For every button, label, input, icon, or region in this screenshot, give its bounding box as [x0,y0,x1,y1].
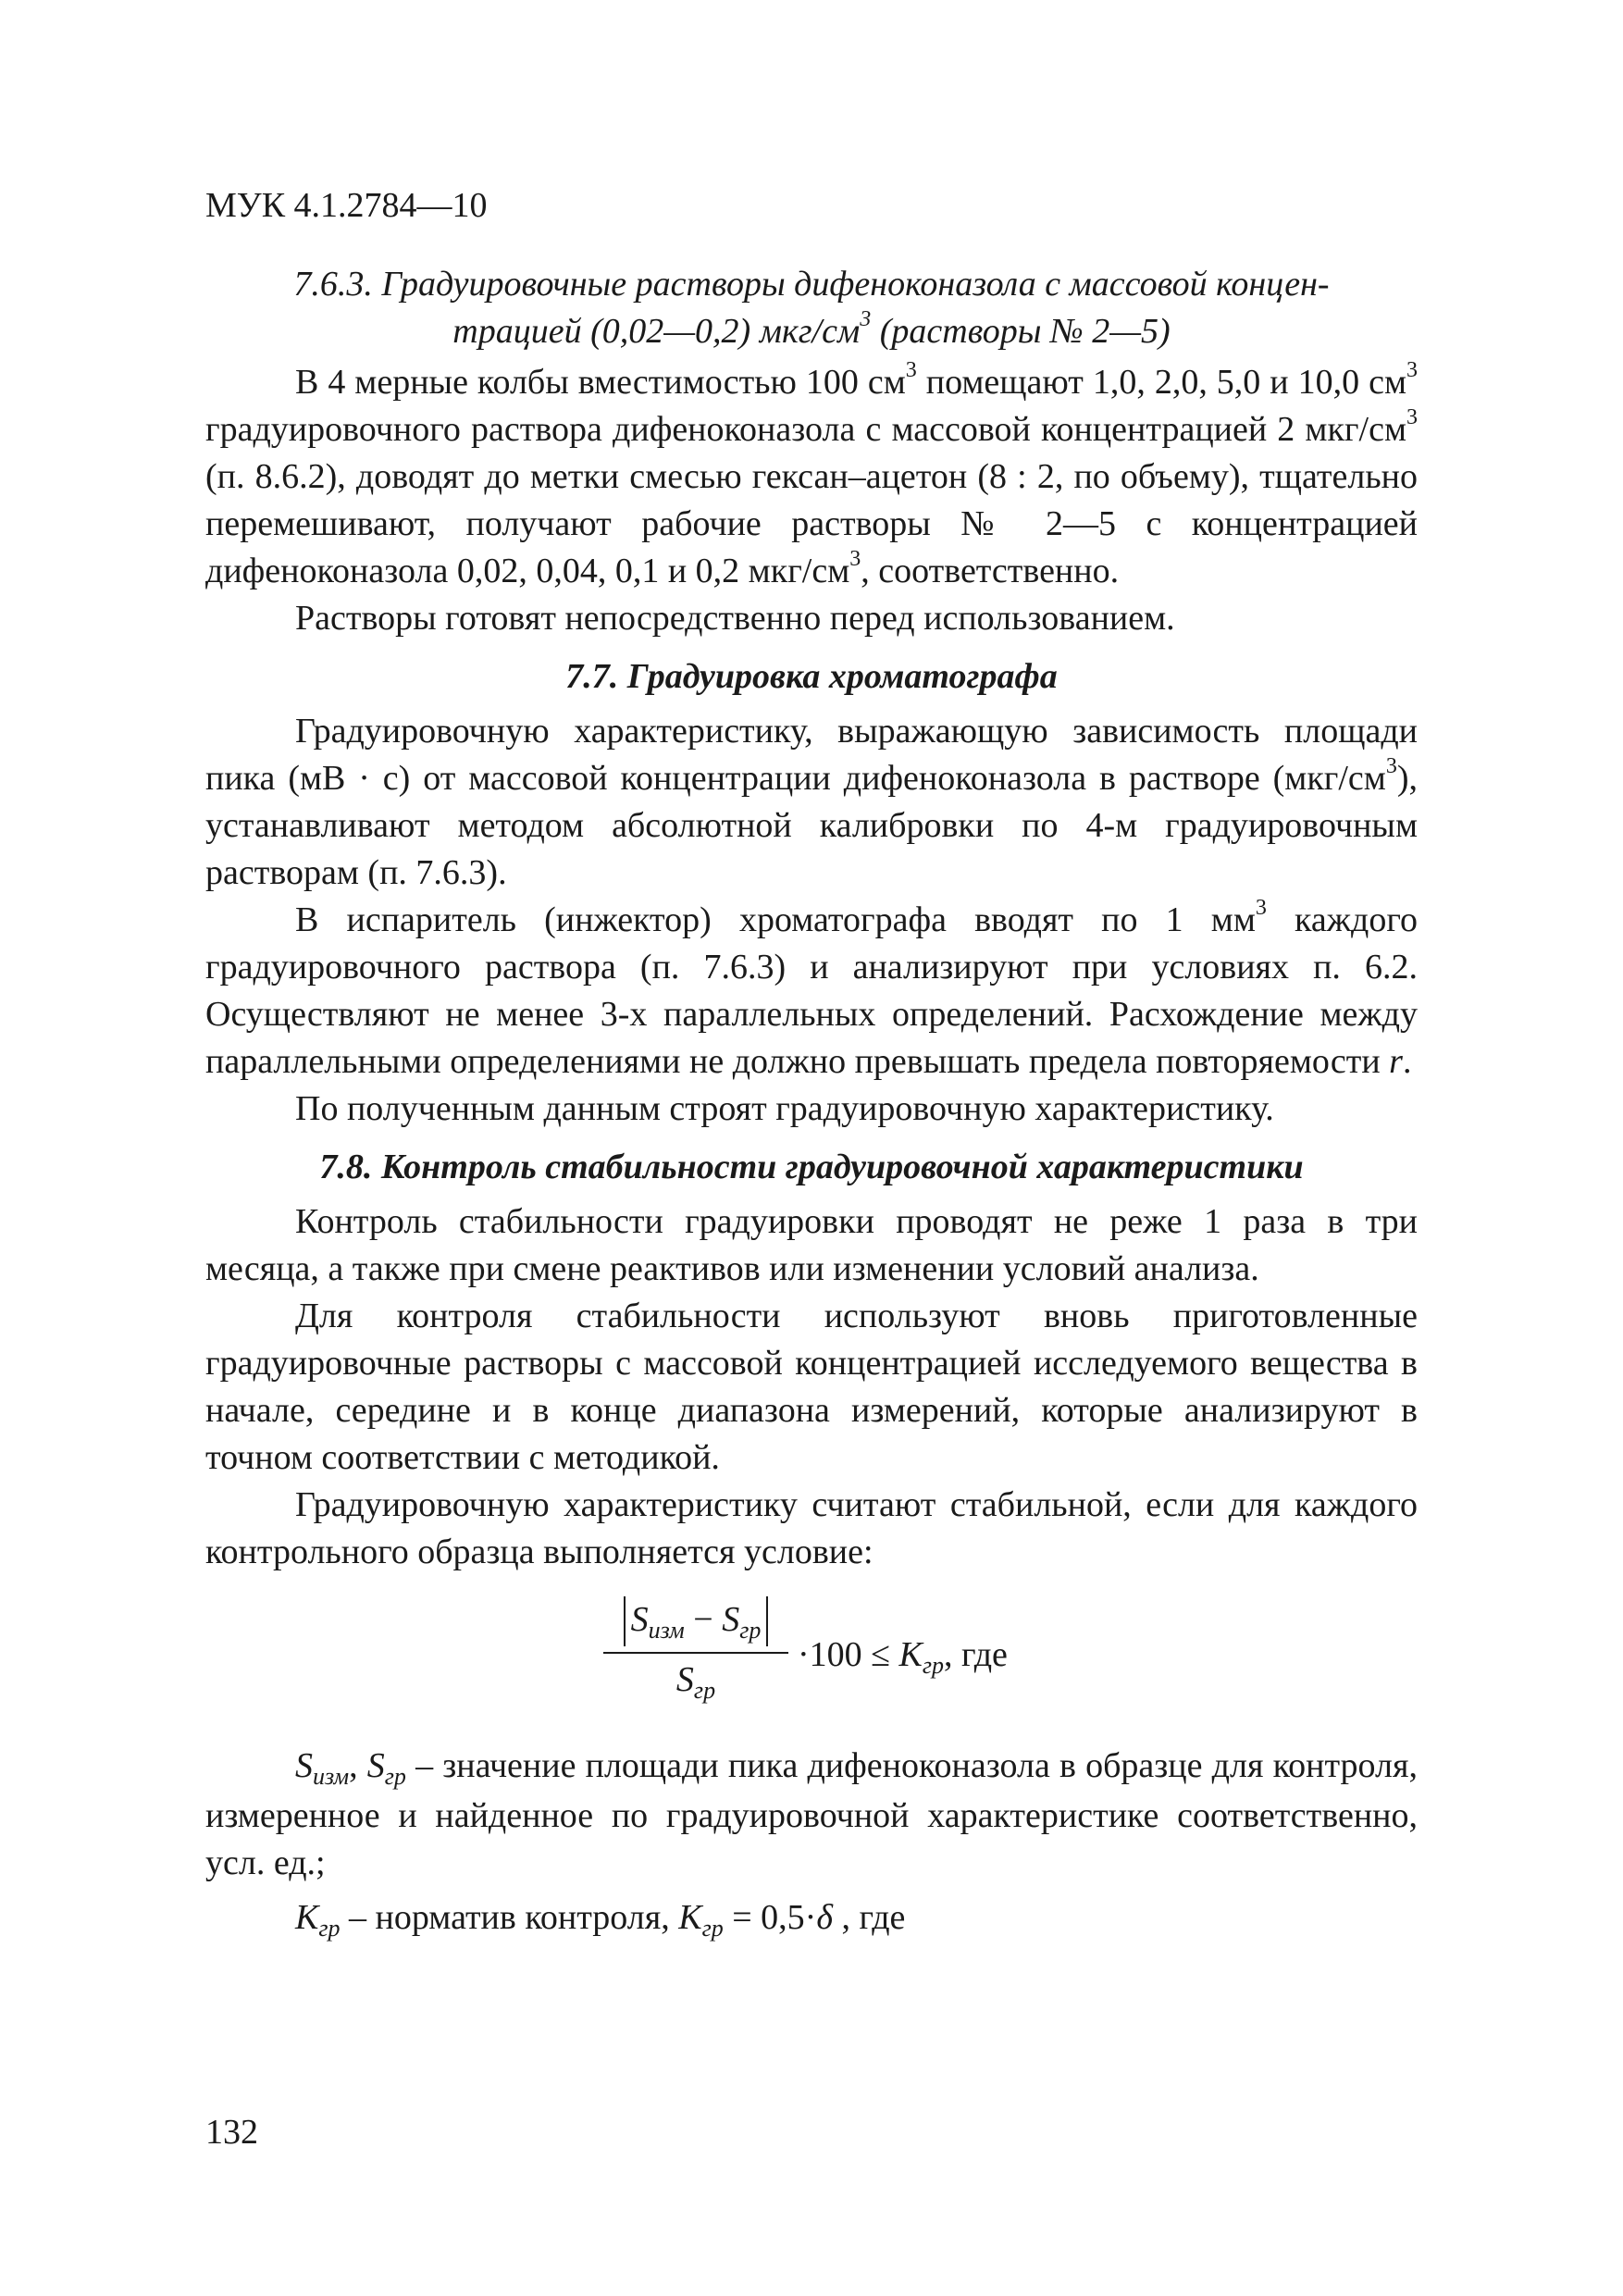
text: . [1402,1042,1412,1081]
text: , соответственно. [861,552,1120,590]
subscript: гр [693,1677,716,1704]
heading-line: 7.6.3. Градуировочные растворы дифеноконазола с массовой концен- [293,265,1330,304]
text: (п. 8.6.2), доводят до метки смесью гексан–ацетон (8 : 2, по объему), тщательно перемешивают, получают рабочие растворы № 2—5 с концентрацией дифеноконазола 0,02, 0,04, 0,1 и 0,2 мкг/см [205,457,1418,590]
text: помещают 1,0, 2,0, 5,0 и 10,0 см [916,363,1406,402]
superscript: 3 [849,547,861,572]
symbol-delta: δ [816,1898,833,1937]
superscript: 3 [860,307,872,332]
paragraph: По полученным данным строят градуировочную характеристику. [295,1089,1274,1128]
text: , [349,1746,367,1785]
heading-text: трацией (0,02—0,2) мкг/см [452,312,861,351]
formula-denominator [603,1654,788,1709]
subscript: гр [922,1652,945,1679]
superscript: 3 [905,358,917,383]
superscript: 3 [1255,896,1267,921]
italic-symbol: r [1389,1042,1403,1081]
text: = 0,5· [723,1898,817,1937]
symbol-k: K [295,1898,319,1937]
symbol-k: K [678,1898,702,1937]
symbol-s: S [675,1660,694,1699]
superscript: 3 [1385,754,1397,779]
minus-sign: − [684,1600,723,1639]
symbol-k: K [898,1635,923,1674]
formula-operator: ·100 ≤ [798,1635,899,1674]
formula-tail: , где [944,1635,1008,1674]
heading-line [205,308,1418,355]
text: Градуировочную характеристику, выражающую зависимость площади пика (мВ · с) от массовой концентрации дифеноконазола в растворе (мкг/см [205,712,1418,798]
text: – значение площади пика дифеноконазола в образце для контроля, измеренное и найденное по градуировочной характеристике соответственно, усл. ед.; [205,1746,1418,1882]
paragraph: Растворы готовят непосредственно перед использованием. [295,599,1175,638]
heading-text: (растворы № 2—5) [871,312,1171,351]
symbol-s: S [630,1600,649,1639]
section-heading-7-6-3 [205,261,1418,355]
subscript: гр [701,1915,724,1942]
symbol-s: S [366,1746,385,1785]
formula-fraction [603,1593,788,1709]
definition-paragraph [205,1743,1418,1887]
text: В испаритель (инжектор) хроматографа вводят по 1 мм [295,900,1256,939]
text: В 4 мерные колбы вместимостью 100 см [295,363,906,402]
subscript: изм [313,1763,350,1790]
text: градуировочного раствора дифеноконазола с массовой концентрацией 2 мкг/см [205,410,1406,449]
text: каждого градуировочного раствора (п. 7.6.3) и анализируют при условиях п. 6.2. Осуществляют не менее 3-х параллельных определений. Расхождение между параллельными определениями не должно превышать предела повторяемости [205,900,1418,1081]
section-heading-7-8: 7.8. Контроль стабильности градуировочной характеристики [319,1148,1304,1186]
running-header: МУК 4.1.2784—10 [205,186,488,225]
subscript: изм [648,1617,685,1644]
subscript: гр [384,1763,406,1790]
text: – норматив контроля, [340,1898,679,1937]
subscript: гр [739,1617,762,1644]
formula-numerator [603,1593,788,1646]
symbol-s: S [295,1746,313,1785]
paragraph: Для контроля стабильности используют вновь приготовленные градуировочные растворы с массовой концентрацией исследуемого вещества в начале, середине и в конце диапазона измерений, которые анализируют в точном соответствии с методикой. [205,1297,1418,1477]
formula-rest [798,1632,1008,1682]
stability-formula [205,1593,1418,1731]
paragraph [205,708,1418,897]
symbol-s: S [722,1600,740,1639]
paragraph [205,897,1418,1086]
paragraph: Контроль стабильности градуировки проводят не реже 1 раза в три месяца, а также при смене реактивов или изменении условий анализа. [205,1202,1418,1288]
subscript: гр [318,1915,341,1942]
page-number: 132 [205,2113,258,2152]
paragraph: Градуировочную характеристику считают стабильной, если для каждого контрольного образца выполняется условие: [205,1485,1418,1571]
superscript: 3 [1406,405,1418,430]
page-content [205,261,1418,1944]
paragraph [205,359,1418,595]
definition-paragraph [205,1894,1418,1944]
text: , где [833,1898,906,1937]
text: ), устанавливают методом абсолютной калибровки по 4-м градуировочным растворам (п. 7.6.3). [205,759,1418,892]
section-heading-7-7: 7.7. Градуировка хроматографа [565,657,1058,696]
absolute-value [624,1596,769,1646]
superscript: 3 [1406,358,1418,383]
